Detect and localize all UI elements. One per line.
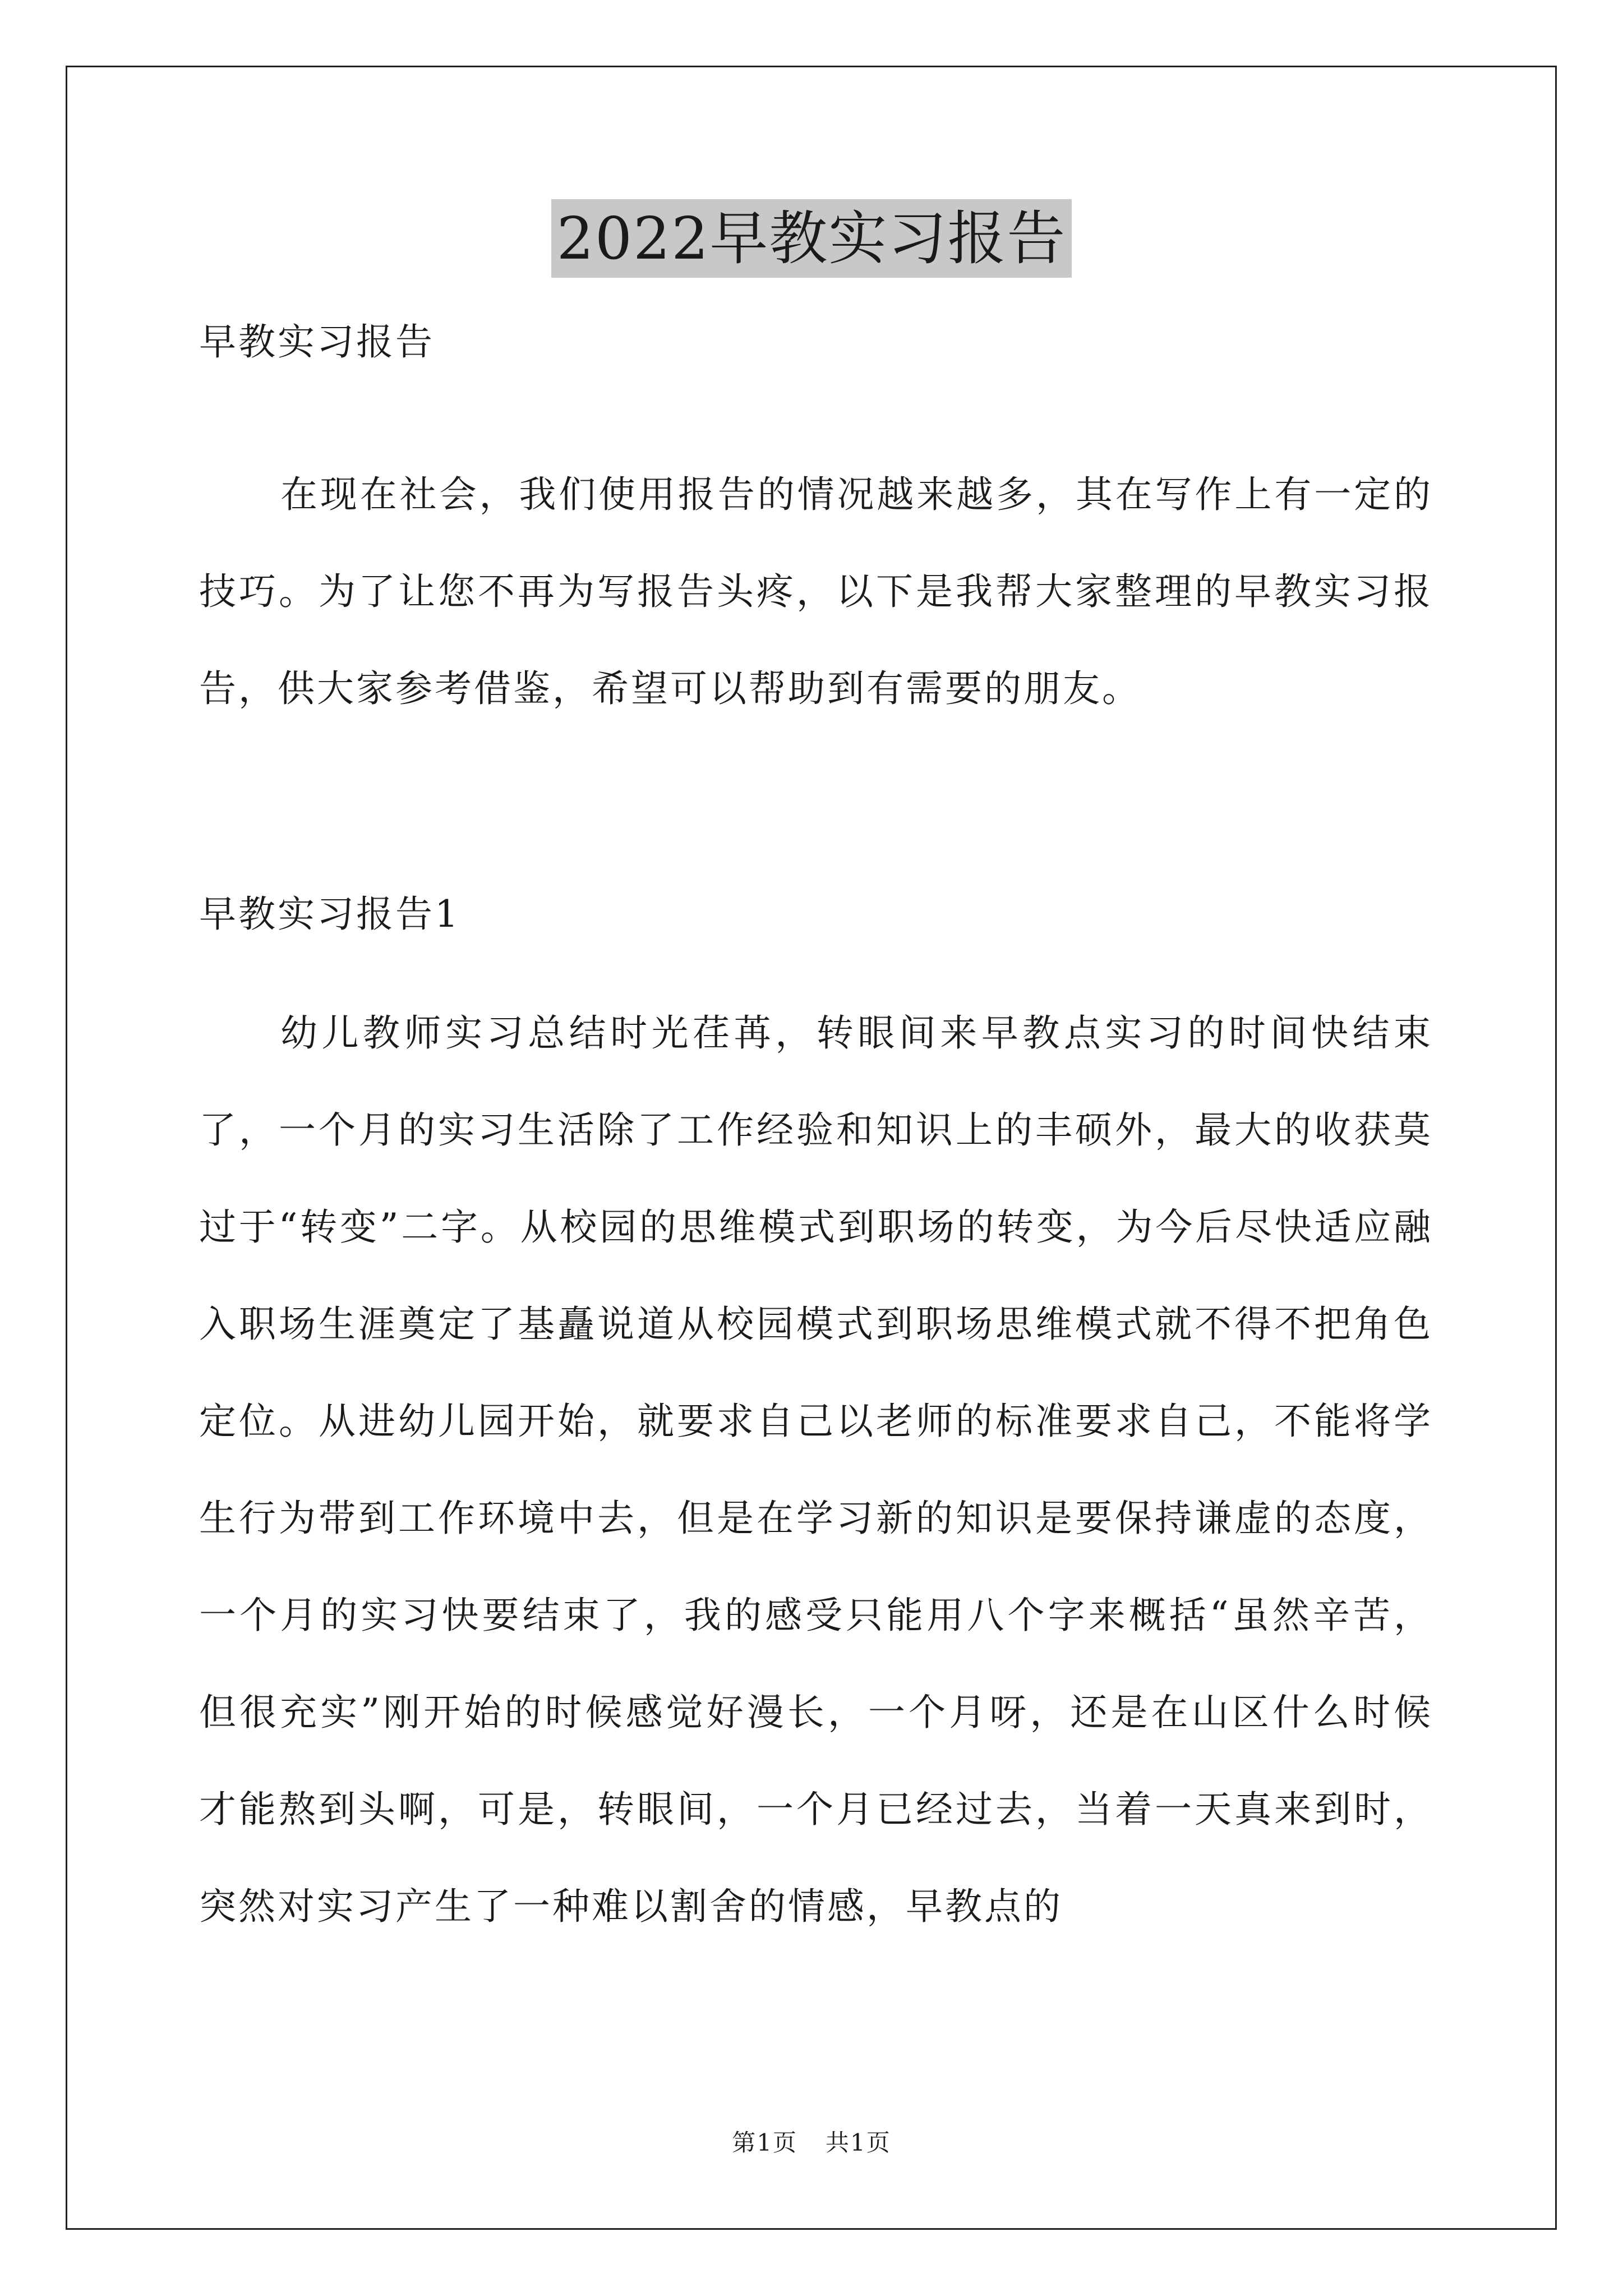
body-paragraph: 幼儿教师实习总结时光荏苒，转眼间来早教点实习的时间快结束了，一个月的实习生活除了工作经验和知识上的丰硕外，最大的收获莫过于“转变”二字。从校园的思维模式到职场的转变，为今后尽快适应融入职场生涯奠定了基矗说道从校园模式到职场思维模式就不得不把角色定位。从进幼儿园开始，就要求自己以老师的标准要求自己，不能将学生行为带到工作环境中去，但是在学习新的知识是要保持谦虚的态度，一个月的实习快要结束了，我的感受只能用八个字来概括“虽然辛苦，但很充实”刚开始的时候感觉好漫长，一个月呀，还是在山区什么时候才能熬到头啊，可是，转眼间，一个月已经过去，当着一天真来到时，突然对实习产生了一种难以割舍的情感，早教点的 [199,1011,1433,1928]
page-footer [0,2126,1623,2160]
document-subtitle: 早教实习报告 [199,320,435,364]
document-title: 2022早教实习报告 [551,199,1072,278]
intro-paragraph: 在现在社会，我们使用报告的情况越来越多，其在写作上有一定的技巧。为了让您不再为写报告头疼，以下是我帮大家整理的早教实习报告，供大家参考借鉴，希望可以帮助到有需要的朋友。 [199,473,1433,710]
title-container [0,199,1623,278]
section-title: 早教实习报告1 [199,892,460,936]
page-number-current: 第1页 [732,2129,797,2156]
page-number-total: 共1页 [826,2129,891,2156]
